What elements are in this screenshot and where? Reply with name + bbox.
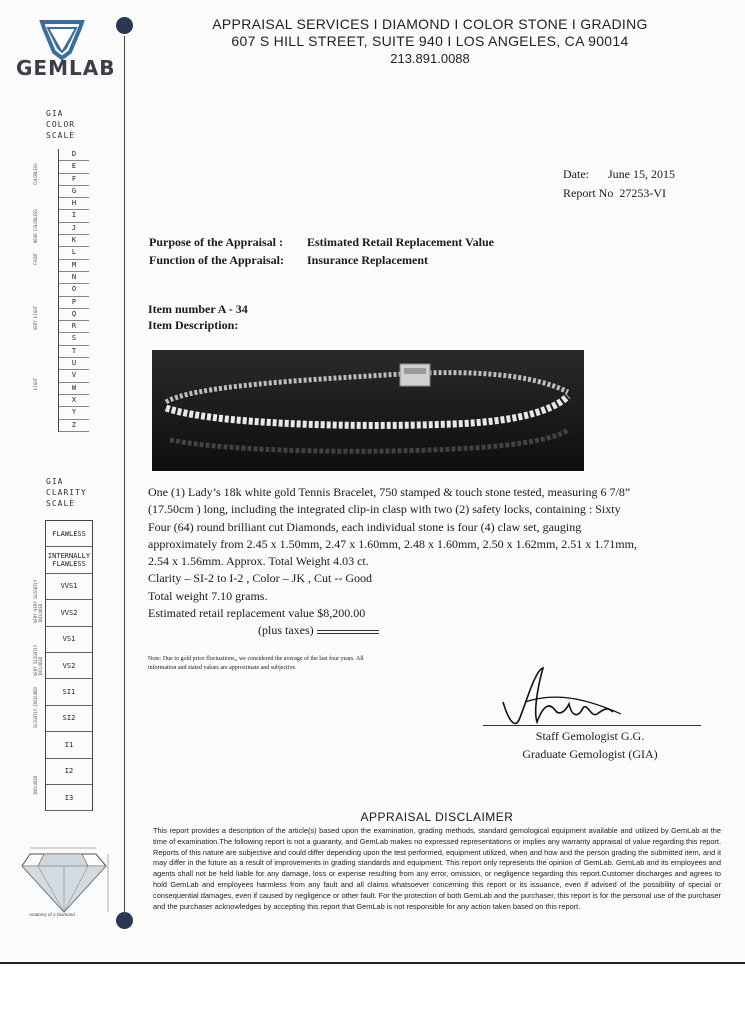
- clarity-grade-cell: VS2: [46, 653, 92, 679]
- clarity-grade-cell: VS1: [46, 627, 92, 653]
- total-weight: Total weight 7.10 grams.: [148, 588, 268, 603]
- clarity-grade-cell: I3: [46, 785, 92, 811]
- clarity-grade-cell: VVS1: [46, 574, 92, 600]
- signer-credential: Graduate Gemologist (GIA): [522, 747, 658, 761]
- address-line: 607 S HILL STREET, SUITE 940 I LOS ANGELES, CA 90014: [231, 33, 629, 49]
- signature-icon: [495, 662, 635, 734]
- item-number: Item number A - 34: [148, 302, 248, 316]
- anatomy-caption: Anatomy of a Diamond: [29, 912, 75, 917]
- function-value: Insurance Replacement: [307, 253, 428, 267]
- color-grade-cell: V: [59, 370, 89, 382]
- clarity-scale: [45, 520, 93, 811]
- diamond-anatomy-icon: [8, 834, 120, 924]
- color-scale-title: GIA COLOR SCALE: [46, 109, 76, 140]
- color-grade-cell: F: [59, 174, 89, 186]
- color-grade-cell: D: [59, 149, 89, 161]
- report-info: [563, 165, 675, 203]
- clarity-grade-cell: I1: [46, 732, 92, 758]
- color-grade-cell: I: [59, 210, 89, 222]
- signature-line: [483, 725, 701, 726]
- clarity-group-label: VERY SLIGHTLY INCLUDED: [33, 644, 43, 676]
- grading-line: Clarity – SI-2 to I-2 , Color – JK , Cut -- Good: [148, 571, 372, 586]
- item-description-label: Item Description:: [148, 318, 239, 332]
- date-value: June 15, 2015: [608, 167, 675, 181]
- description-text: One (1) Lady’s 18k white gold Tennis Bracelet, 750 stamped & touch stone tested, measuring 6 7/8” (17.50cm ) long, including the integrated clip-in clasp with two (2) safety locks, containing : Sixty Four (64) round brilliant cut Diamonds, each individual stone is four (4) claw set, gauging approximately from 2.45 x 1.50mm, 2.47 x 1.60mm, 2.48 x 1.60mm, 2.50 x 1.62mm, 2.51 x 1.71mm, 2.54 x 1.56mm. Approx. Total Weight 4.03 ct.: [148, 485, 637, 569]
- color-grade-cell: E: [59, 161, 89, 173]
- signature-block: [510, 727, 670, 763]
- color-grade-cell: G: [59, 186, 89, 198]
- color-grade-cell: J: [59, 223, 89, 235]
- disclaimer-body: This report provides a description of the article(s) based upon the examination, grading methods, standard gemological equipment available and utilized by GemLab at the time of examination.The following report is not a guaranty, and GemLab makes no expressed representations or implies any warranty appraisal of value regarding this report. Reports of this nature are subjective and could differ depending upon the test performed, equipment utilized, when and how and the person grading the submitted item, and it may differ in the future as a result of improvements in grading standards and equipment. This report only represents the opinion of GemLab. GemLab and its employees and agents shall not be held liable for any damage, loss or expense resulting from any error, omission, or negligence regarding this report.Customer discharges and agrees to hold GemLab and employees harmless from any fault and all claims whatsoever concerning this report or its issuance, even if advised of the possibility of special or consequential damages, even if caused by negligence or other fault. For the protection of both GemLab and the purchaser, this report is for the personal use of the purchaser and the purchaser acknowledges by accepting this report that GemLab is not responsible for any action taken based on this report.: [153, 826, 721, 911]
- date-label: Date:: [563, 167, 589, 181]
- clarity-group-label: SLIGHTLY INCLUDED: [33, 687, 38, 728]
- purpose-value: Estimated Retail Replacement Value: [307, 235, 494, 249]
- color-grade-cell: M: [59, 260, 89, 272]
- color-group-label: LIGHT: [33, 377, 38, 390]
- function-label: Function of the Appraisal:: [149, 253, 285, 267]
- price-note: Note: Due to gold price fluctuations,, we considered the average of the last four years. All information and stated values are approximate and subjective.: [148, 656, 364, 671]
- color-grade-cell: T: [59, 346, 89, 358]
- taxes-line: [148, 622, 638, 639]
- clarity-group-label: INCLUDED: [33, 775, 38, 795]
- color-group-label: VERY LIGHT: [33, 305, 38, 330]
- purpose-label: Purpose of the Appraisal :: [149, 235, 284, 249]
- clarity-grade-cell: I2: [46, 759, 92, 785]
- phone-line: 213.891.0088: [390, 51, 470, 66]
- clarity-group-label: VERY VERY SLIGHTLY INCLUDED: [33, 579, 43, 623]
- retail-value: Estimated retail replacement value $8,200.00: [148, 606, 366, 621]
- punch-hole-top: [116, 17, 133, 34]
- color-group-label: NEAR COLORLESS: [33, 209, 38, 243]
- letterhead: [190, 16, 670, 66]
- disclaimer-title: APPRAISAL DISCLAIMER: [360, 810, 514, 824]
- color-grade-cell: Z: [59, 420, 89, 432]
- signer-title: Staff Gemologist G.G.: [535, 729, 645, 743]
- color-grade-cell: Y: [59, 407, 89, 419]
- clarity-scale-title: GIA CLARITY SCALE: [46, 477, 87, 508]
- color-grade-cell: R: [59, 321, 89, 333]
- clarity-grade-cell: SI1: [46, 679, 92, 705]
- color-grade-cell: O: [59, 284, 89, 296]
- clarity-grade-cell: INTERNALLY FLAWLESS: [46, 547, 92, 573]
- color-scale: [58, 149, 89, 432]
- color-grade-cell: Q: [59, 309, 89, 321]
- color-grade-cell: X: [59, 395, 89, 407]
- color-group-label: FAINT: [33, 252, 38, 265]
- item-description: [148, 484, 638, 640]
- brand-name: GEMLAB: [16, 56, 116, 80]
- report-label: Report No: [563, 186, 614, 200]
- report-number: 27253-VI: [619, 186, 666, 200]
- color-grade-cell: P: [59, 297, 89, 309]
- color-grade-cell: N: [59, 272, 89, 284]
- color-group-label: COLORLESS: [33, 163, 38, 185]
- clarity-grade-cell: FLAWLESS: [46, 521, 92, 547]
- item-block: [148, 301, 248, 333]
- taxes-rule: [317, 630, 379, 634]
- color-grade-cell: K: [59, 235, 89, 247]
- color-grade-cell: L: [59, 247, 89, 259]
- page-bottom-margin: [0, 962, 745, 1026]
- purpose-block: [149, 233, 494, 269]
- services-line: APPRAISAL SERVICES I DIAMOND I COLOR STONE I GRADING: [212, 16, 648, 32]
- color-grade-cell: H: [59, 198, 89, 210]
- bracelet-photo: [152, 350, 584, 471]
- margin-divider: [124, 36, 125, 916]
- clarity-grade-cell: SI2: [46, 706, 92, 732]
- color-grade-cell: S: [59, 333, 89, 345]
- taxes-label: (plus taxes): [258, 623, 314, 638]
- color-grade-cell: U: [59, 358, 89, 370]
- color-grade-cell: W: [59, 383, 89, 395]
- clarity-grade-cell: VVS2: [46, 600, 92, 626]
